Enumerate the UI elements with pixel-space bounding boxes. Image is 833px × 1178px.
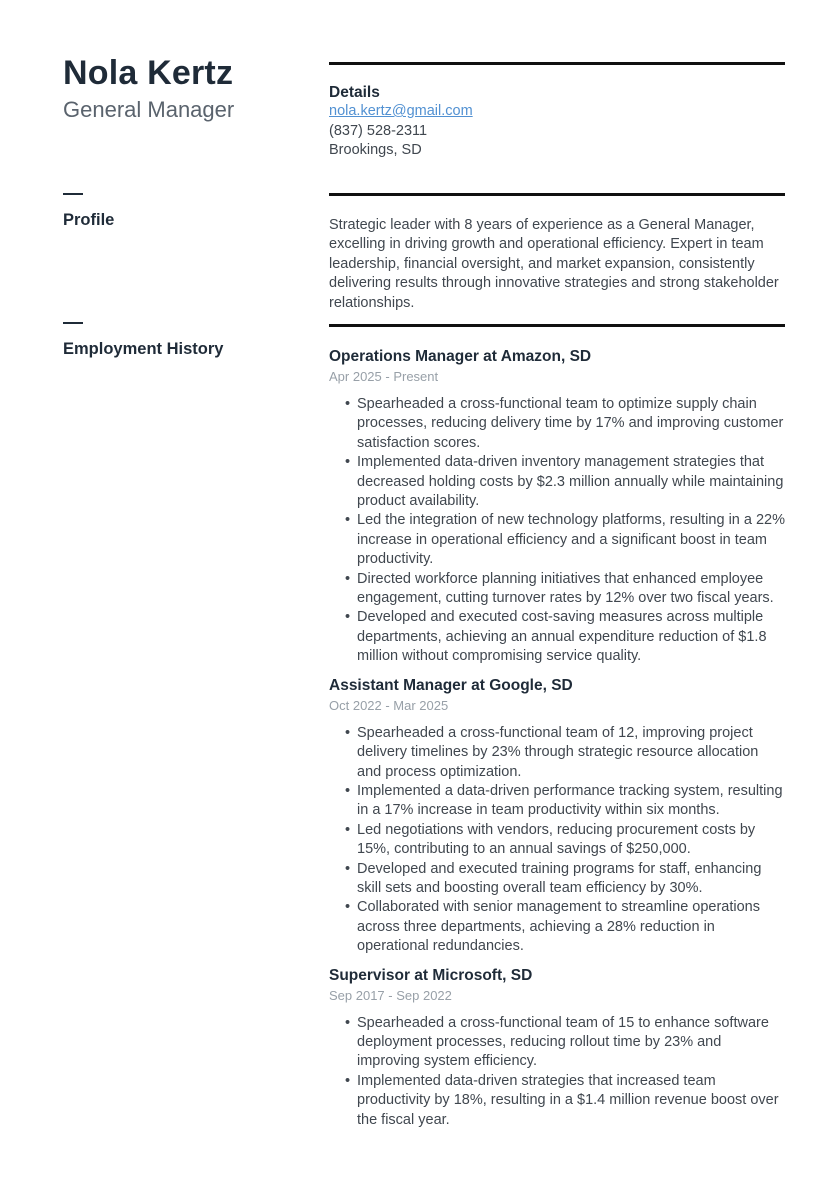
job-title: Assistant Manager at Google, SD <box>329 676 573 694</box>
job-dates: Apr 2025 - Present <box>329 369 439 384</box>
sidebar-label-profile <box>63 193 293 230</box>
profile-section <box>329 193 785 313</box>
job-bullet-list <box>329 724 785 957</box>
location: Brookings, SD <box>329 142 422 158</box>
details-section <box>329 62 785 161</box>
section-dash <box>63 322 83 324</box>
job-bullet: • Spearheaded a cross-functional team of 15 to enhance software deployment processes, reducing rollout time by 23% and improving system efficiency. <box>357 1014 785 1072</box>
job-dates: Sep 2017 - Sep 2022 <box>329 987 452 1003</box>
phone-number: (837) 528-2311 <box>329 122 428 139</box>
job-dates: Oct 2022 - Mar 2025 <box>329 697 449 713</box>
profile-section-label: Profile <box>63 211 115 229</box>
sidebar-label-employment <box>63 322 293 359</box>
job-bullet: • Developed and executed training programs for staff, enhancing skill sets and boosting overall team efficiency by 30%. <box>357 860 785 899</box>
job-bullet: • Directed workforce planning initiatives that enhanced employee engagement, cutting turnover rates by 12% over two fiscal years. <box>357 570 785 609</box>
job-title: Supervisor at Microsoft, SD <box>329 966 533 984</box>
job-bullet: • Implemented a data-driven performance tracking system, resulting in a 17% increase in team productivity within six months. <box>357 782 785 821</box>
job-bullet: • Developed and executed cost-saving measures across multiple departments, achieving an annual expenditure reduction of $1.8 million without compromising service quality. <box>357 608 785 666</box>
employment-section-label: Employment History <box>63 340 224 358</box>
employment-section <box>329 324 785 1130</box>
job-entry <box>329 676 785 957</box>
resume-header <box>63 53 313 125</box>
job-bullet-list <box>329 1014 785 1130</box>
candidate-name: Nola Kertz <box>63 54 234 92</box>
section-dash <box>63 193 83 195</box>
job-bullet: • Implemented data-driven inventory management strategies that decreased holding costs by $2.3 million annually while maintaining product availability. <box>357 453 785 511</box>
email-link[interactable]: nola.kertz@gmail.com <box>329 103 473 119</box>
job-bullet: • Led the integration of new technology platforms, resulting in a 22% increase in operational efficiency and a significant boost in team productivity. <box>357 511 785 569</box>
job-bullet: • Collaborated with senior management to streamline operations across three departments, achieving a 28% reduction in operational redundancies. <box>357 898 785 956</box>
profile-summary: Strategic leader with 8 years of experience as a General Manager, excelling in driving growth and operational efficiency. Expert in team leadership, financial oversight, and market expansion, consistently delivering results through innovative strategies and strong stakeholder relationships. <box>329 217 779 311</box>
job-bullet: • Led negotiations with vendors, reducing procurement costs by 15%, contributing to an annual savings of $250,000. <box>357 821 785 860</box>
job-bullet: • Implemented data-driven strategies that increased team productivity by 18%, resulting in a $1.4 million revenue boost over the fiscal year. <box>357 1072 785 1130</box>
job-bullet: • Spearheaded a cross-functional team of 12, improving project delivery timelines by 23% through strategic resource allocation and process optimization. <box>357 724 785 782</box>
job-entry <box>329 966 785 1130</box>
details-heading: Details <box>329 84 380 101</box>
job-bullet-list <box>329 395 785 667</box>
candidate-job-title: General Manager <box>63 97 235 122</box>
job-bullet: • Spearheaded a cross-functional team to optimize supply chain processes, reducing delivery time by 17% and improving customer satisfaction scores. <box>357 395 785 453</box>
job-title: Operations Manager at Amazon, SD <box>329 348 592 365</box>
job-entry <box>329 347 785 667</box>
